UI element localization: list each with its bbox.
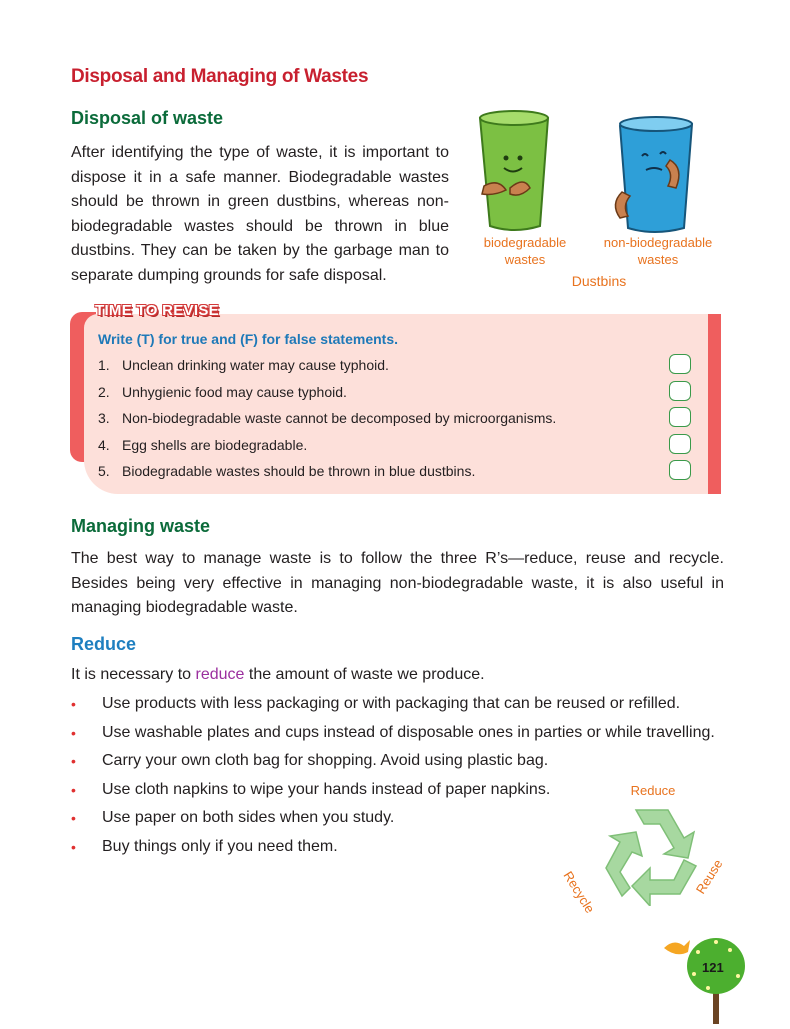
green-dustbin-icon [480, 111, 548, 230]
recycle-figure [560, 780, 732, 916]
managing-paragraph: The best way to manage waste is to follow the three R’s—reduce, reuse and recycle. Besides being very effective in managing non-biodegradable waste, it is also useful in managing biodegradable waste. [71, 550, 724, 617]
recycle-label-reuse: Reuse [692, 856, 726, 897]
revise-item [98, 382, 698, 409]
blue-bin-label-line1: non-biodegradable [603, 235, 713, 250]
list-item [71, 835, 555, 860]
dustbins-figure [470, 108, 730, 293]
disposal-heading: Disposal of waste [71, 108, 224, 128]
revise-item-number: 3. [98, 410, 110, 426]
dustbins-caption: Dustbins [571, 273, 627, 289]
reduce-heading: Reduce [71, 634, 137, 654]
revise-item-text: Non-biodegradable waste cannot be decomposed by microorganisms. [122, 410, 557, 426]
bullet-icon: • [71, 838, 76, 855]
list-item [71, 778, 555, 803]
revise-list [98, 355, 698, 488]
revise-item-text: Biodegradable wastes should be thrown in blue dustbins. [122, 463, 476, 479]
list-item [71, 749, 555, 774]
revise-item-number: 1. [98, 357, 110, 373]
revise-item [98, 355, 698, 382]
recycle-label-recycle: Recycle [560, 868, 598, 916]
recycle-label-reduce: Reduce [630, 783, 676, 798]
managing-heading: Managing waste [71, 516, 211, 536]
answer-box[interactable] [669, 381, 691, 401]
revise-item-text: Unhygienic food may cause typhoid. [122, 383, 347, 400]
revise-item [98, 435, 698, 462]
bullet-text: Use cloth napkins to wipe your hands instead of paper napkins. [102, 780, 551, 798]
recycle-symbol-icon [592, 802, 712, 906]
revise-right-strip [708, 314, 721, 494]
bullet-text: Use washable plates and cups instead of disposable ones in parties or while travelling. [102, 723, 715, 741]
revise-item-number: 4. [98, 436, 110, 453]
bullet-text: Carry your own cloth bag for shopping. Avoid using plastic bag. [102, 752, 549, 770]
list-item [71, 806, 555, 831]
revise-item-number: 2. [98, 383, 110, 400]
green-bin-label-line1: biodegradable [483, 235, 567, 250]
time-to-revise-box [70, 298, 721, 494]
answer-box[interactable] [669, 434, 691, 454]
revise-item-text: Unclean drinking water may cause typhoid. [122, 357, 389, 373]
page-number-badge [660, 930, 760, 1024]
bullet-icon: • [71, 753, 76, 770]
section-title: Disposal and Managing of Wastes [71, 66, 369, 87]
disposal-paragraph: After identifying the type of waste, it is important to dispose it in a safe manner. Biodegradable wastes should be thrown in green dustbins, whereas non-biodegradable wastes should be thrown in blue dustbins. They can be taken by the garbage man to separate dumping grounds for safe disposal. [71, 144, 449, 284]
revise-item-text: Egg shells are biodegradable. [122, 436, 308, 453]
revise-item [98, 408, 698, 435]
reduce-intro-after: the amount of waste we produce. [244, 666, 485, 683]
answer-box[interactable] [669, 354, 691, 374]
blue-bin-label-line2: wastes [637, 252, 679, 267]
dustbin-illustrations [470, 108, 730, 238]
tree-icon [660, 930, 760, 1024]
bullet-icon: • [71, 696, 76, 712]
revise-item [98, 461, 698, 488]
bullet-text: Buy things only if you need them. [102, 837, 338, 855]
bullet-icon: • [71, 781, 76, 798]
list-item [71, 692, 724, 717]
revise-instruction: Write (T) for true and (F) for false statements. [98, 331, 398, 347]
page-number: 121 [702, 960, 724, 975]
green-bin-label-line2: wastes [504, 252, 546, 267]
bullet-icon: • [71, 724, 76, 741]
revise-item-number: 5. [98, 463, 110, 479]
bullet-text: Use paper on both sides when you study. [102, 809, 395, 827]
blue-dustbin-icon [615, 117, 692, 232]
reduce-intro-before: It is necessary to [71, 666, 196, 683]
answer-box[interactable] [669, 407, 691, 427]
reduce-intro [71, 666, 485, 684]
bullet-text: Use products with less packaging or with packaging that can be reused or refilled. [102, 695, 681, 712]
bullet-icon: • [71, 810, 76, 827]
list-item [71, 721, 724, 746]
answer-box[interactable] [669, 460, 691, 480]
reduce-intro-highlight: reduce [195, 666, 245, 683]
revise-title: TIME TO REVISE [95, 302, 219, 319]
